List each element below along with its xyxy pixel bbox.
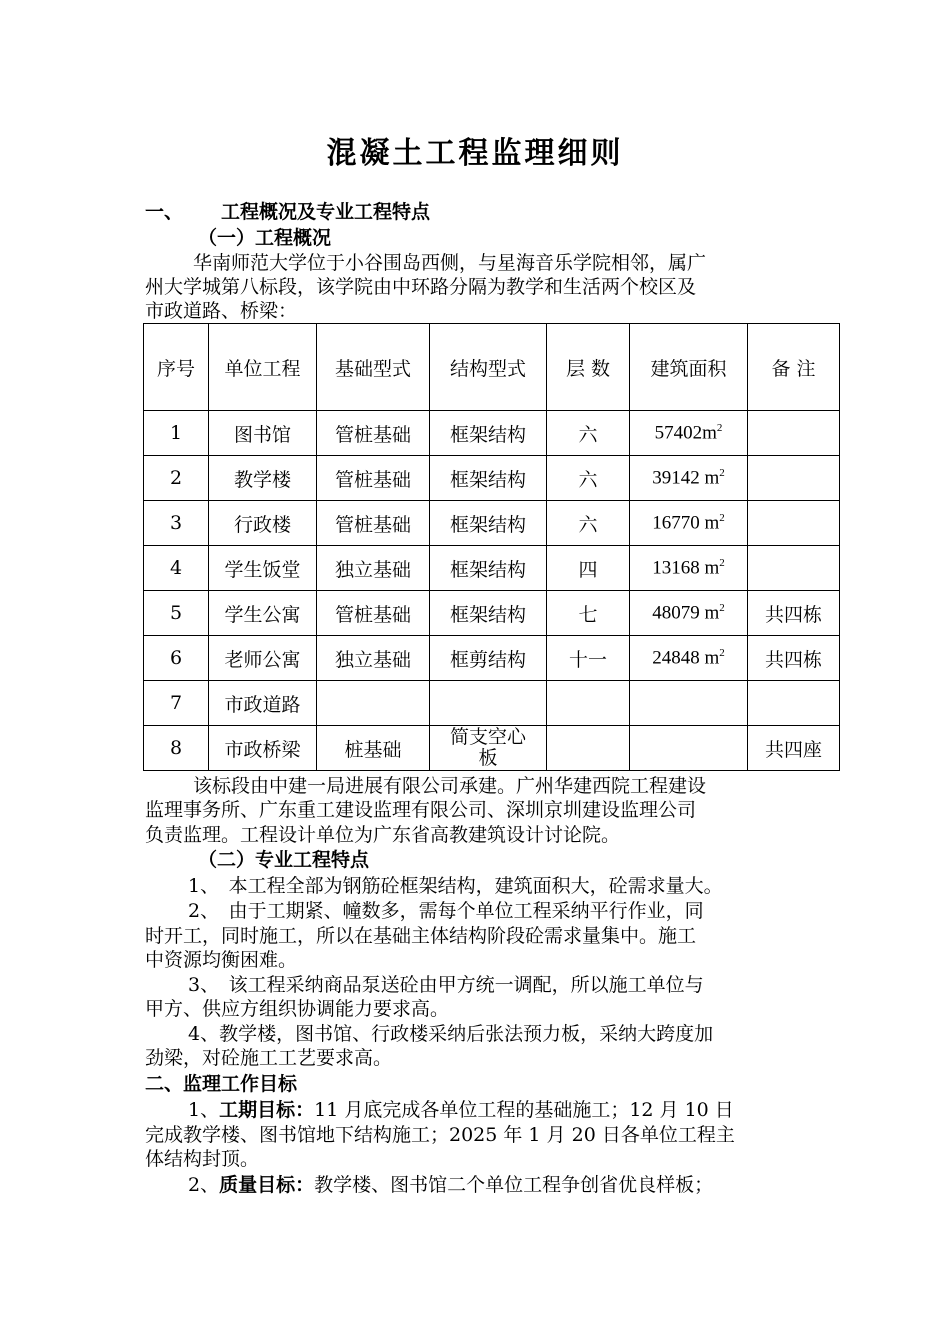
feature-line: 1、 本工程全部为钢筋砼框架结构，建筑面积大，砼需求量大。 [188, 875, 723, 897]
header-cell-unit: 单位工程 [209, 324, 317, 411]
cell-note [748, 546, 840, 591]
goal2-prefix: 2、 [188, 1174, 220, 1196]
cell-structure: 框架结构 [430, 546, 547, 591]
header-cell-area: 建筑面积 [630, 324, 748, 411]
cell-no: 4 [144, 546, 209, 591]
contractor-line: 该标段由中建一局进展有限公司承建。广州华建西院工程建设 [193, 775, 707, 797]
document-title: 混凝土工程监理细则 [326, 136, 624, 171]
cell-area [630, 411, 748, 456]
cell-no: 3 [144, 501, 209, 546]
cell-structure [430, 726, 547, 771]
cell-base: 独立基础 [317, 546, 430, 591]
cell-area [630, 726, 748, 771]
intro-line: 市政道路、桥梁： [145, 300, 298, 322]
area-unit-superscript: 2 [719, 466, 725, 479]
cell-base: 管桩基础 [317, 456, 430, 501]
table-header-row [144, 324, 840, 411]
area-value: 48079 m [652, 602, 720, 624]
header-cell-structure: 结构型式 [430, 324, 547, 411]
area-value: 16770 m [652, 512, 720, 534]
table-row [144, 681, 840, 726]
table-row [144, 546, 840, 591]
cell-base [317, 681, 430, 726]
area-value: 13168 m [652, 557, 720, 579]
cell-no: 1 [144, 411, 209, 456]
header-cell-floors: 层 数 [547, 324, 630, 411]
goal2-text: 教学楼、图书馆二个单位工程争创省优良样板； [314, 1174, 714, 1196]
cell-base: 管桩基础 [317, 411, 430, 456]
cell-unit: 市政道路 [209, 681, 317, 726]
feature-line: 甲方、供应方组织协调能力要求高。 [145, 998, 450, 1020]
feature-line: 中资源均衡困难。 [145, 949, 298, 971]
area-unit-superscript: 2 [719, 646, 725, 659]
contractor-line: 负责监理。工程设计单位为广东省高教建筑设计讨论院。 [145, 824, 621, 846]
table-row [144, 501, 840, 546]
cell-unit: 行政楼 [209, 501, 317, 546]
table-row [144, 636, 840, 681]
area-unit-superscript: 2 [719, 601, 725, 614]
project-table [143, 323, 840, 771]
goal1-label: 工期目标： [219, 1099, 315, 1121]
goal2-label: 质量目标： [219, 1174, 315, 1196]
cell-no: 5 [144, 591, 209, 636]
cell-floors: 四 [547, 546, 630, 591]
subsection-features-heading: （二）专业工程特点 [198, 849, 370, 871]
section1-number: 一、 [145, 201, 184, 223]
feature-line: 2、 由于工期紧、幢数多，需每个单位工程采纳平行作业，同 [188, 900, 704, 922]
cell-note: 共四座 [748, 726, 840, 771]
cell-area [630, 501, 748, 546]
table-row [144, 726, 840, 771]
cell-structure: 框剪结构 [430, 636, 547, 681]
header-cell-base: 基础型式 [317, 324, 430, 411]
cell-floors: 七 [547, 591, 630, 636]
cell-floors [547, 681, 630, 726]
cell-base: 管桩基础 [317, 591, 430, 636]
goal1-prefix: 1、 [188, 1099, 220, 1121]
cell-floors: 十一 [547, 636, 630, 681]
subsection-overview-heading: （一）工程概况 [198, 227, 332, 249]
goal1-text: 11 月底完成各单位工程的基础施工；12 月 10 日 [314, 1099, 734, 1121]
cell-area [630, 681, 748, 726]
cell-base: 独立基础 [317, 636, 430, 681]
contractor-line: 监理事务所、广东重工建设监理有限公司、深圳京圳建设监理公司 [145, 799, 697, 821]
structure-text: 简支空心板 [449, 726, 526, 769]
section1-heading [145, 200, 430, 224]
cell-unit: 学生饭堂 [209, 546, 317, 591]
cell-note: 共四栋 [748, 636, 840, 681]
section2-heading: 二、监理工作目标 [145, 1073, 298, 1095]
section1-title: 工程概况及专业工程特点 [221, 201, 431, 223]
table-row [144, 456, 840, 501]
intro-line: 州大学城第八标段，该学院由中环路分隔为教学和生活两个校区及 [145, 276, 697, 298]
cell-unit: 学生公寓 [209, 591, 317, 636]
intro-line: 华南师范大学位于小谷围岛西侧，与星海音乐学院相邻，属广 [193, 252, 707, 274]
cell-floors: 六 [547, 501, 630, 546]
feature-line: 4、教学楼，图书馆、行政楼采纳后张法预力板，采纳大跨度加 [188, 1023, 714, 1045]
area-value: 57402m [654, 422, 717, 444]
cell-floors: 六 [547, 411, 630, 456]
cell-unit: 教学楼 [209, 456, 317, 501]
feature-line: 时开工，同时施工，所以在基础主体结构阶段砼需求量集中。施工 [145, 925, 697, 947]
area-value: 39142 m [652, 467, 720, 489]
cell-area [630, 636, 748, 681]
area-unit-superscript: 2 [716, 421, 723, 434]
table-row [144, 591, 840, 636]
cell-area [630, 546, 748, 591]
cell-note [748, 681, 840, 726]
cell-structure: 框架结构 [430, 456, 547, 501]
cell-area [630, 456, 748, 501]
cell-base: 管桩基础 [317, 501, 430, 546]
cell-no: 2 [144, 456, 209, 501]
header-cell-no: 序号 [144, 324, 209, 411]
cell-structure: 框架结构 [430, 591, 547, 636]
goal2-line [188, 1173, 713, 1197]
goal1-line: 完成教学楼、图书馆地下结构施工；2025 年 1 月 20 日各单位工程主 [145, 1124, 735, 1146]
cell-structure: 框架结构 [430, 411, 547, 456]
cell-floors: 六 [547, 456, 630, 501]
cell-area [630, 591, 748, 636]
area-unit-superscript: 2 [719, 511, 725, 524]
cell-unit: 图书馆 [209, 411, 317, 456]
cell-unit: 老师公寓 [209, 636, 317, 681]
cell-floors [547, 726, 630, 771]
feature-line: 劲梁，对砼施工工艺要求高。 [145, 1047, 393, 1069]
cell-note [748, 411, 840, 456]
table-row [144, 411, 840, 456]
area-value: 24848 m [652, 647, 720, 669]
cell-structure [430, 681, 547, 726]
feature-line: 3、 该工程采纳商品泵送砼由甲方统一调配，所以施工单位与 [188, 974, 704, 996]
cell-note [748, 456, 840, 501]
goal1-line [188, 1098, 734, 1122]
goal1-line: 体结构封顶。 [145, 1148, 260, 1170]
cell-no: 6 [144, 636, 209, 681]
cell-note [748, 501, 840, 546]
area-unit-superscript: 2 [719, 556, 725, 569]
cell-no: 8 [144, 726, 209, 771]
cell-note: 共四栋 [748, 591, 840, 636]
cell-structure: 框架结构 [430, 501, 547, 546]
cell-no: 7 [144, 681, 209, 726]
cell-base: 桩基础 [317, 726, 430, 771]
header-cell-note: 备 注 [748, 324, 840, 411]
cell-unit: 市政桥梁 [209, 726, 317, 771]
